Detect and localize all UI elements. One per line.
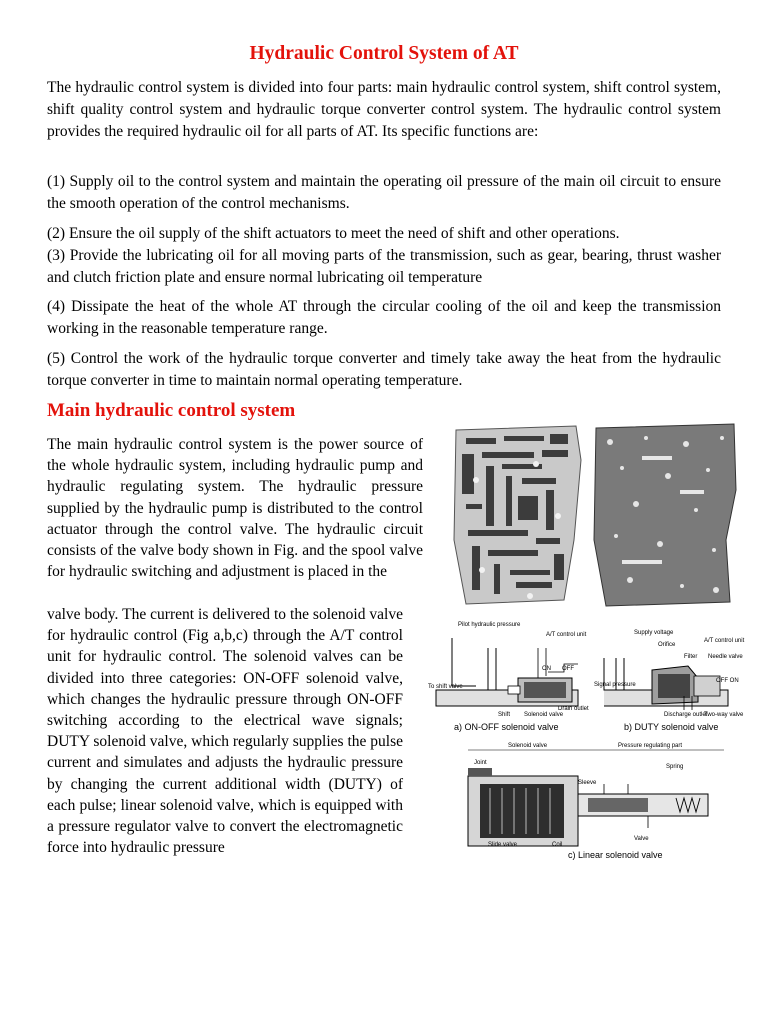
valve-body-casting [454, 426, 581, 604]
label-sol-valve-c: Solenoid valve [508, 743, 548, 749]
label-slide: Slide valve [488, 842, 518, 848]
section-body-wide: The main hydraulic control system is the power source of the whole hydraulic system, including hydraulic pump and hydraulic regulating system. The hydraulic pressure supplied by the hydraulic pump is distributed to the control actuator through the control valve. The hydraulic circuit consists of the valve body shown in Fig. and the spool valve for hydraulic switching and adjustment is placed in the [47, 436, 423, 581]
label-needle: Needle valve [708, 654, 743, 660]
valve-body-photo [446, 420, 742, 610]
function-5: (5) Control the work of the hydraulic torque converter and timely take away the heat from the hydraulic torque converter in time to maintain normal operating temperature. [47, 350, 721, 389]
label-to-shift: To shift valve [428, 684, 463, 690]
label-atcu-b: A/T control unit [704, 638, 745, 644]
page-title: Hydraulic Control System of AT [249, 43, 519, 64]
label-off: OFF [562, 666, 574, 672]
label-joint: Joint [474, 760, 487, 766]
label-drain: Drain outlet [558, 706, 589, 712]
solenoid-valve-diagrams [428, 618, 745, 866]
label-twoway: Two-way valve [704, 712, 744, 718]
label-valve: Valve [634, 836, 649, 842]
label-filter: Filter [684, 654, 698, 660]
function-2: (2) Ensure the oil supply of the shift actuators to meet the need of shift and other operations. [47, 225, 620, 242]
label-atcu-a: A/T control unit [546, 632, 587, 638]
function-4: (4) Dissipate the heat of the whole AT through the circular cooling of the oil and keep the transmission working in the reasonable temperature range. [47, 298, 721, 337]
function-1: (1) Supply oil to the control system and maintain the operating oil pressure of the main oil circuit to ensure the smooth operation of the control mechanisms. [47, 173, 721, 212]
caption-a: a) ON-OFF solenoid valve [454, 722, 559, 732]
caption-c: c) Linear solenoid valve [568, 850, 663, 860]
caption-b: b) DUTY solenoid valve [624, 722, 719, 732]
label-sleeve: Sleeve [578, 780, 597, 786]
label-spring: Spring [666, 764, 684, 770]
label-shift: Shift [498, 712, 511, 718]
label-signal: Signal pressure [594, 682, 636, 688]
label-supply: Supply voltage [634, 630, 674, 636]
label-on: ON [542, 666, 551, 672]
separator-plate [594, 424, 736, 606]
intro-paragraph: The hydraulic control system is divided into four parts: main hydraulic control system, shift control system, shift quality control system and hydraulic torque converter control system. The hydraulic control system provides the required hydraulic oil for all parts of AT. Its specific functions are: [47, 79, 721, 140]
label-solenoid: Solenoid valve [524, 712, 564, 718]
label-orifice: Orifice [658, 642, 676, 648]
label-pilot: Pilot hydraulic pressure [458, 622, 521, 628]
label-discharge: Discharge outlet [664, 712, 708, 718]
label-coil: Coil [552, 842, 563, 848]
label-press-part: Pressure regulating part [618, 743, 683, 749]
section-heading: Main hydraulic control system [47, 400, 296, 421]
function-3: (3) Provide the lubricating oil for all moving parts of the transmission, such as gear, bearing, thrust washer and clutch friction plate and ensure normal lubricating oil temperature [47, 247, 721, 286]
section-body-narrow: valve body. The current is delivered to the solenoid valve for hydraulic control (Fig a,b,c) through the A/T control unit for hydraulic control. The solenoid valves can be divided into three categories: ON-OFF solenoid valve, which changes the hydraulic pressure through ON-OFF switching according to the electrical wave signals; DUTY solenoid valve, which regularly supplies the pulse current and simulates and adjusts the hydraulic pressure by changing the current additional width (DUTY) of each pulse; linear solenoid valve, which is equipped with a pressure regulator valve to convert the electromagnetic force into hydraulic pressure [47, 606, 403, 857]
label-off-on: OFF ON [716, 678, 739, 684]
